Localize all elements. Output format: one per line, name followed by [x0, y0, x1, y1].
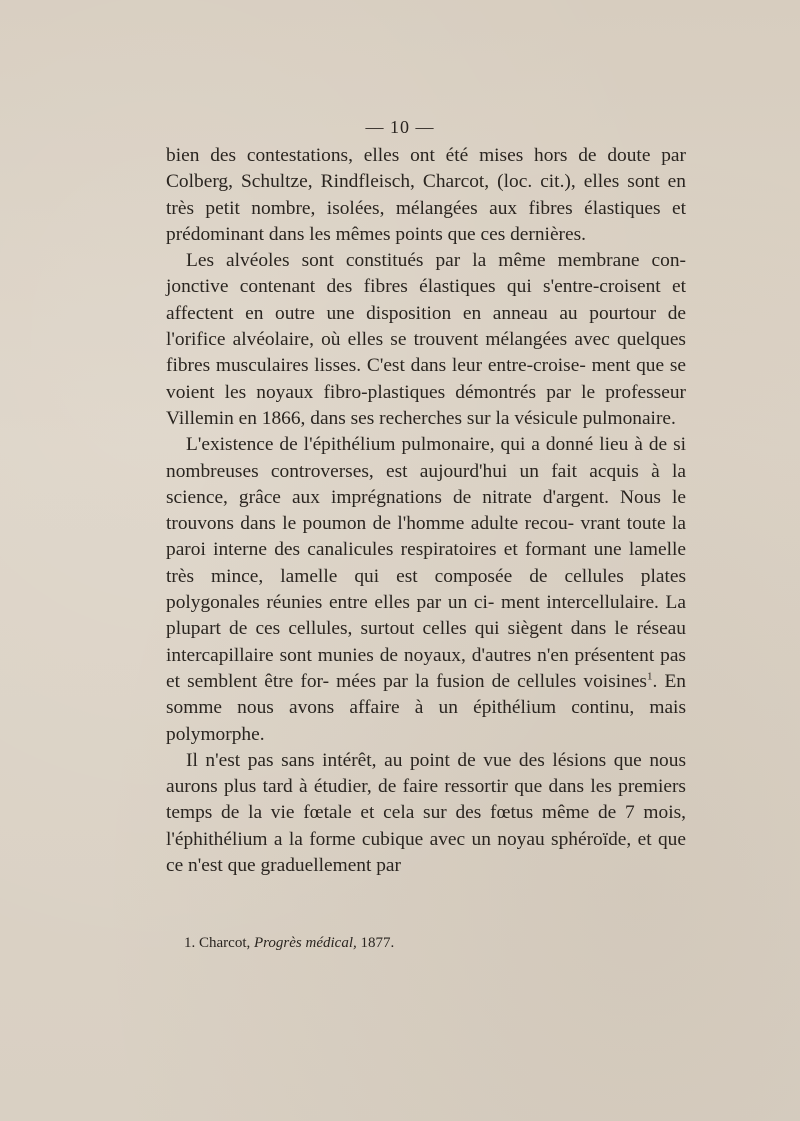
paragraph-4	[166, 748, 686, 879]
footnote-year: 1877.	[360, 935, 395, 951]
text-line: noyaux, d'autres n'en présentent pas et semblent être for-	[166, 644, 686, 692]
text-line: mées par la fusion de cellules voisines	[336, 670, 647, 692]
text-line: les premiers temps de la vie fœtale et cela sur des fœtus	[166, 776, 686, 824]
text-line: bien des contestations, elles ont été mises hors de doute par	[166, 145, 686, 166]
paragraph-1	[166, 143, 686, 248]
text-line: à la science, grâce aux imprégnations de nitrate d'argent.	[166, 460, 686, 508]
footnote	[184, 935, 684, 952]
footnote-title: Progrès médical,	[253, 935, 357, 951]
text-line: Il n'est pas sans intérêt, au point de vue des lésions que	[186, 749, 642, 771]
text-line: L'existence de l'épithélium pulmonaire, qui a donné lieu à	[186, 434, 643, 456]
text-line: affectent en outre une disposition en anneau au pourtour	[166, 302, 657, 324]
text-line: de l'orifice alvéolaire, où elles se trouvent mélangées avec	[166, 302, 686, 351]
text-line: Nous le trouvons dans le poumon de l'homme adulte recou-	[166, 486, 686, 535]
text-line: qui siègent dans le réseau intercapillaire sont munies de	[166, 618, 686, 666]
text-line: Les alvéoles sont constitués par la même membrane con-	[186, 250, 686, 272]
text-line: par le professeur Villemin en 1866, dans ses recherches sur	[166, 381, 686, 429]
paragraph-2	[166, 248, 686, 432]
text-line: Colberg, Schultze, Rindfleisch, Charcot, (loc. cit.), elles sont	[166, 171, 660, 193]
text-line: ment que se voient les noyaux fibro-plastiques démontrés	[166, 355, 686, 403]
text-line: vrant toute la paroi interne des canalicules respiratoires et	[166, 513, 686, 561]
footnote-reference[interactable]: 1	[646, 670, 653, 683]
text-line: formant une lamelle très mince, lamelle qui est composée	[166, 539, 686, 587]
paragraph-3	[166, 432, 686, 748]
text-line: nous aurons plus tard à étudier, de faire ressortir que dans	[166, 749, 686, 798]
main-text	[166, 143, 686, 879]
text-line: quelques fibres musculaires lisses. C'est dans leur entre-croise-	[166, 329, 686, 377]
text-line: un noyau sphéroïde, et que ce n'est que graduellement par	[166, 828, 686, 877]
text-line: de si nombreuses controverses, est aujourd'hui un fait acquis	[166, 434, 687, 482]
page-number: — 10 —	[365, 117, 435, 137]
text-line: avons affaire à un épithélium continu, mais polymorphe.	[166, 697, 686, 745]
footnote-number: 1.	[184, 935, 196, 951]
text-line: de cellules plates polygonales réunies entre elles par un ci-	[166, 565, 686, 614]
text-line: jonctive contenant des fibres élastiques qui s'entre-croisent et	[166, 276, 686, 298]
footnote-author: Charcot,	[199, 935, 251, 951]
text-line: et prédominant dans les mêmes points que ces dernières.	[166, 197, 686, 245]
text-line: la vésicule pulmonaire.	[495, 407, 676, 429]
text-line-tail: . En somme nous	[166, 670, 686, 719]
text-line: en très petit nombre, isolées, mélangées aux fibres élastiques	[166, 171, 686, 219]
text-line: même de 7 mois, l'éphithélium a la forme cubique avec	[166, 802, 686, 850]
text-line: ment intercellulaire. La plupart de ces cellules, surtout celles	[166, 592, 686, 640]
